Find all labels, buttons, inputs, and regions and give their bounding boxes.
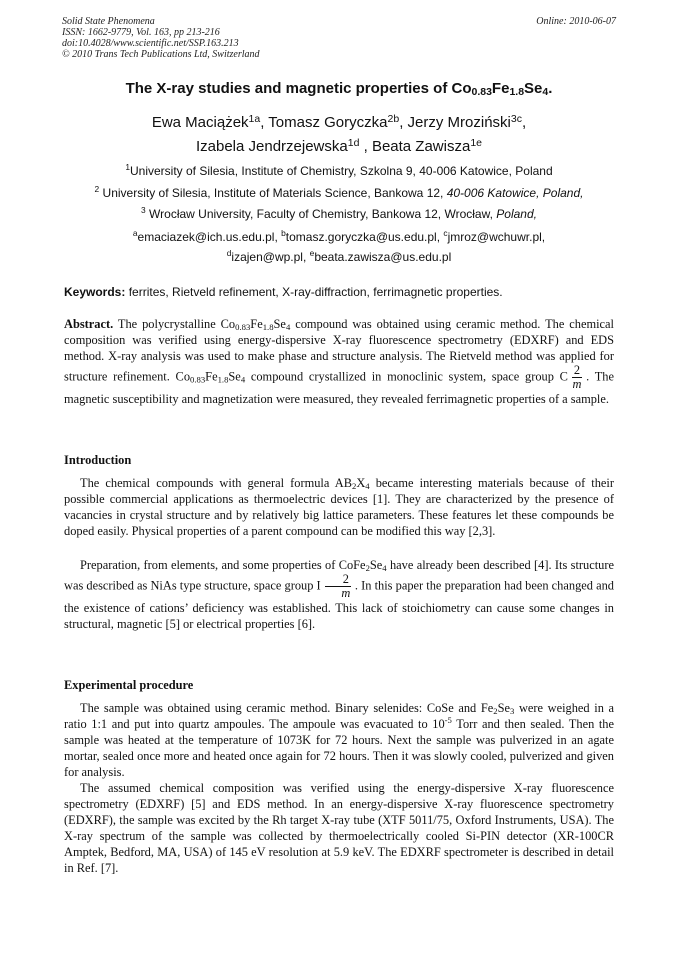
author-name: Ewa Maciążek bbox=[151, 114, 249, 131]
journal-issn: ISSN: 1662-9779, Vol. 163, pp 213-216 bbox=[62, 27, 220, 38]
journal-doi: doi:10.4028/www.scientific.net/SSP.163.213 bbox=[62, 38, 239, 49]
journal-copyright: © 2010 Trans Tech Publications Ltd, Switzerland bbox=[62, 49, 260, 60]
author-name: Beata Zawisza bbox=[371, 138, 471, 155]
experimental-paragraph-2: The assumed chemical composition was verified using the energy-dispersive X-ray fluorescence spectrometry (EDXRF) [5] and EDS method. In an energy-dispersive X-ray fluorescence spectrometry (EDXRF), the sample was excited by the Rh target X-ray tube (XTF 5011/75, Oxford Instruments, USA). The X-ray spectrum of the sample was collected by thermoelectrically cooled Si-PIN detector (XR-100CR Amptek, Bedford, MA, USA) of 145 eV resolution at 5.9 keV. The EDXRF spectrometer is described in detail in Ref. [7]. bbox=[64, 781, 614, 876]
email-link[interactable]: jmroz@wchuwr.pl, bbox=[447, 230, 546, 244]
email-link[interactable]: beata.zawisza@us.edu.pl bbox=[314, 250, 452, 264]
author-name: Izabela Jendrzejewska bbox=[195, 138, 348, 155]
journal-name: Solid State Phenomena bbox=[62, 16, 155, 27]
affiliation-2: $^2$ University of Silesia, Institute of Materials Science, Bankowa 12, 40-006 Katowice, Poland, bbox=[94, 184, 584, 200]
email-link[interactable]: emaciazek@ich.us.edu.pl, bbox=[137, 230, 282, 244]
introduction-paragraph-2: Preparation, from elements, and some properties of $CoFe_2Se_4$ have already been described [4]. Its structure was described as NiAs type structure, space group I $\frac{2}{m}$ . In this paper the preparation had been changed and the existence of cations’ deficiency was established. This lack of stoichiometry can cause some changes in structural, magnetic [5] or electrical properties [6]. bbox=[64, 558, 614, 632]
journal-header bbox=[62, 16, 260, 60]
space-group-fraction: $\frac{2}{m}$ bbox=[572, 363, 582, 392]
authors-line-2: Izabela Jendrzejewska$^{1d}$ , Beata Zawisza$^{1e}$ bbox=[195, 137, 483, 155]
introduction-heading: Introduction bbox=[64, 453, 132, 467]
author-name: Jerzy Mroziński bbox=[407, 114, 511, 131]
emails-line-2: $^d$izajen@wp.pl, $^e$beata.zawisza@us.edu.pl bbox=[226, 248, 452, 264]
experimental-heading: Experimental procedure bbox=[64, 678, 194, 692]
author-name: Tomasz Goryczka bbox=[268, 114, 388, 131]
authors-line-1: Ewa Maciążek$^{1a}$, Tomasz Goryczka$^{2b}$, Jerzy Mroziński$^{3c}$, bbox=[151, 113, 527, 131]
abstract-label: Abstract. bbox=[64, 317, 114, 331]
experimental-paragraph-1: The sample was obtained using ceramic method. Binary selenides: CoSe and $Fe_2Se_3$ were weighed in a ratio 1:1 and put into quartz ampoules. The ampoule was evacuated to $10^{-5}$ Torr and then sealed. Then the sample was heated at the temperature of 1073K for 72 hours. Next the sample was pulverized in an agate mortar, sealed once more and heated once again for 72 hours. Then it was slowly cooled, pulverized and given for analysis. bbox=[64, 701, 615, 780]
email-link[interactable]: tomasz.goryczka@us.edu.pl, bbox=[285, 230, 444, 244]
affiliation-3: $^3$ Wrocław University, Faculty of Chemistry, Bankowa 12, Wrocław, Poland, bbox=[141, 205, 537, 221]
email-link[interactable]: izajen@wp.pl, bbox=[231, 250, 310, 264]
affiliation-1: $^1$University of Silesia, Institute of Chemistry, Szkolna 9, 40-006 Katowice, Poland bbox=[125, 162, 553, 178]
space-group-fraction: $\frac{2}{m}$ bbox=[325, 573, 351, 600]
keywords: Keywords: ferrites, Rietveld refinement, X-ray-diffraction, ferrimagnetic properties. bbox=[64, 285, 503, 299]
emails-line-1: $^a$emaciazek@ich.us.edu.pl, $^b$tomasz.goryczka@us.edu.pl, $^c$jmroz@wchuwr.pl, bbox=[132, 228, 546, 244]
online-date: Online: 2010-06-07 bbox=[536, 16, 616, 27]
abstract: Abstract. The polycrystalline $Co_{0.83}Fe_{1.8}Se_4$ compound was obtained using ceramic method. The chemical composition was verified using energy-dispersive X-ray fluorescence spectrometry (EDXRF) and EDS method. X-ray analysis was used to make phase and structure analysis. The Rietveld method was applied for structure refinement. $Co_{0.83}Fe_{1.8}Se_4$ compound crystallized in monoclinic system, space group C $\frac{2}{m}$ . The magnetic susceptibility and magnetization were measured, they revealed ferrimagnetic properties of a sample. bbox=[64, 317, 614, 407]
keywords-label: Keywords: bbox=[64, 285, 126, 299]
introduction-paragraph-1: The chemical compounds with general formula $AB_2X_4$ became interesting materials because of their possible commercial applications as thermoelectric devices [1]. They are characterized by the presence of vacancies in crystal structure and by relatively big lattice parameters. These features let these compounds be doped easily. Physical properties of a parent compound can be modified this way [2,3]. bbox=[64, 476, 615, 539]
paper-title: The X-ray studies and magnetic properties of $Co_{0.83}Fe_{1.8}Se_4$. bbox=[125, 80, 553, 98]
